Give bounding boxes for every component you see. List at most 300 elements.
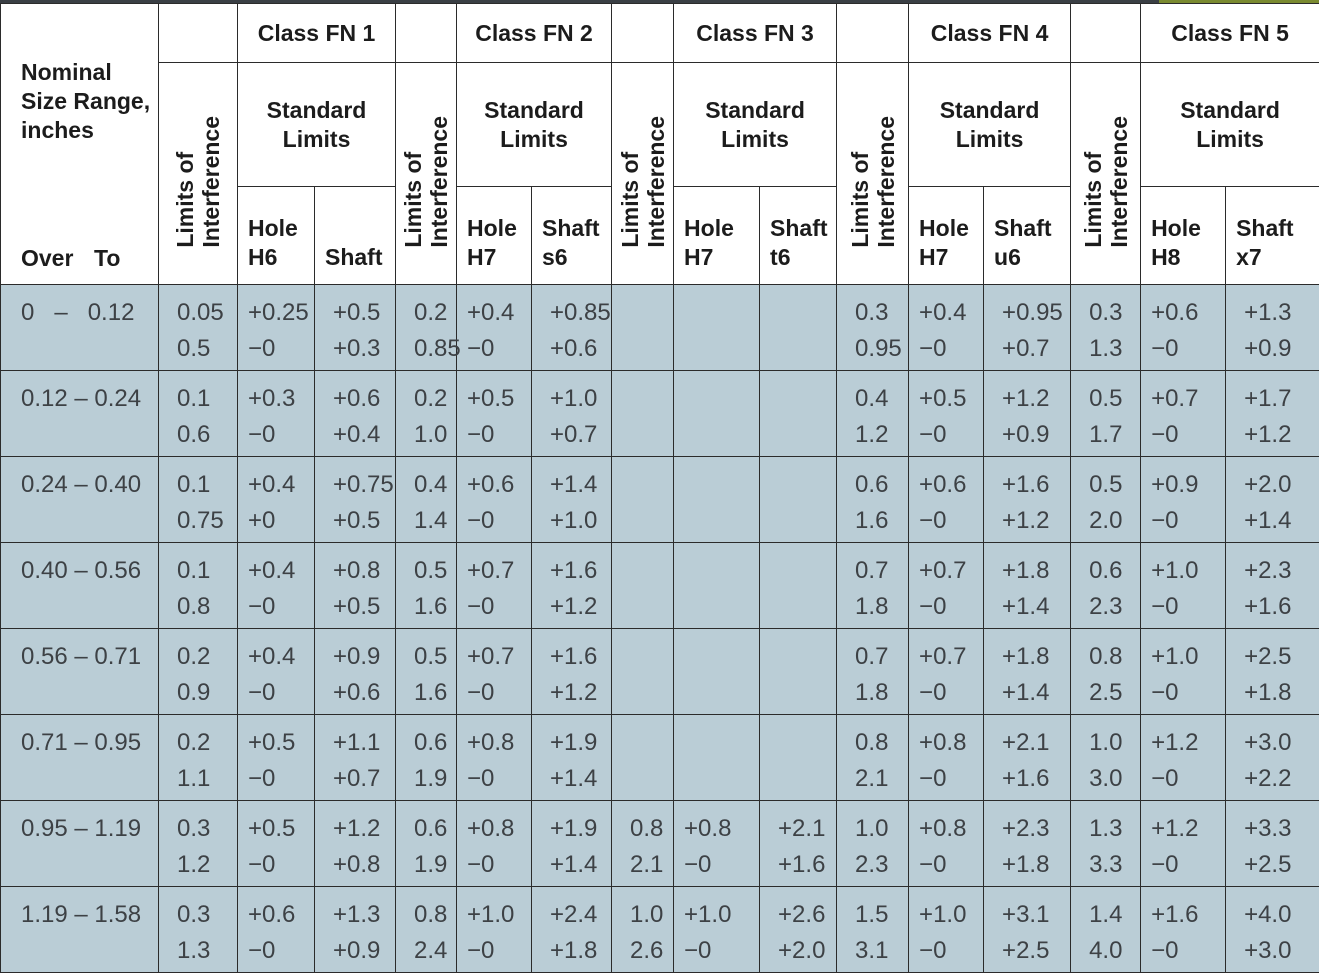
fn4-hole-lower: −0 <box>919 937 947 964</box>
fn5-hole-values <box>1141 715 1225 797</box>
fn4-hole-values <box>909 629 983 711</box>
fn2-lim-values <box>396 457 456 539</box>
fn1-shaft-cell <box>315 887 396 973</box>
fn1-hole-upper: +0.5 <box>248 729 296 756</box>
fn1-shaft-upper: +0.6 <box>333 385 381 412</box>
fn4-hole-cell <box>909 801 984 887</box>
fn4-shaft-upper: +1.2 <box>1002 385 1050 412</box>
fn4-hole-values <box>909 457 983 539</box>
fn5-hole-cell <box>1141 801 1226 887</box>
fn2-lim-upper: 0.8 <box>414 901 448 928</box>
fn3-lim-values <box>612 715 673 761</box>
fn4-lim-values <box>837 715 908 797</box>
fn5-hole-values <box>1141 371 1225 453</box>
fn4-hole-lower: −0 <box>919 765 947 792</box>
fn3-hole-header <box>674 187 760 285</box>
fn1-hole-values <box>238 629 314 711</box>
fn3-hole-cell <box>674 629 760 715</box>
fn2-hole-values <box>457 715 531 797</box>
table-body <box>1 285 1319 973</box>
fn1-lim-values <box>159 887 237 969</box>
fn2-shaft-header <box>532 187 612 285</box>
fn5-shaft-cell <box>1226 457 1319 543</box>
fn2-shaft-upper: +1.0 <box>550 385 598 412</box>
fn1-hole-values <box>238 715 314 797</box>
fn5-shaft-upper: +4.0 <box>1244 901 1292 928</box>
size-range-cell <box>1 801 159 887</box>
fn3-lim-cell <box>612 801 674 887</box>
fn1-interference-header-top <box>159 4 238 63</box>
standard-label-line2: Limits <box>721 125 789 152</box>
fn1-shaft-cell <box>315 543 396 629</box>
fn5-lim-lower: 2.5 <box>1089 679 1123 706</box>
fn4-lim-lower: 2.1 <box>855 765 889 792</box>
fn2-shaft-cell <box>532 543 612 629</box>
fn2-shaft-lower: +1.2 <box>550 593 598 620</box>
fn1-hole-lower: −0 <box>248 335 276 362</box>
fn2-hole-lower: −0 <box>467 335 495 362</box>
fn4-lim-values <box>837 629 908 711</box>
fn4-hole-values <box>909 801 983 883</box>
fn4-shaft-upper: +2.3 <box>1002 815 1050 842</box>
fn4-shaft-lower: +1.4 <box>1002 679 1050 706</box>
fn3-lim-cell <box>612 715 674 801</box>
fn1-lim-values <box>159 371 237 453</box>
class-fn2-header: Class FN 2 <box>457 4 612 63</box>
table-row <box>1 285 1319 371</box>
fn3-lim-cell <box>612 371 674 457</box>
fn5-shaft-lower: +3.0 <box>1244 937 1292 964</box>
fn1-lim-values <box>159 543 237 625</box>
fn1-hole-cell <box>238 887 315 973</box>
fn5-hole-values <box>1141 887 1225 969</box>
fn1-limits-of-interference-header <box>159 63 238 285</box>
fn5-shaft-lower: +1.4 <box>1244 507 1292 534</box>
fn1-shaft-values <box>315 629 395 711</box>
fn1-hole-header <box>238 187 315 285</box>
fn1-lim-values <box>159 715 237 797</box>
fn4-hole-cell <box>909 715 984 801</box>
fn1-lim-cell <box>159 457 238 543</box>
fn1-shaft-upper: +1.1 <box>333 729 381 756</box>
fn5-lim-upper: 0.8 <box>1089 643 1123 670</box>
fn4-shaft-upper: +1.8 <box>1002 643 1050 670</box>
fn2-hole-values <box>457 629 531 711</box>
interference-label-line1: Limits of <box>1079 152 1106 248</box>
fn5-hole-upper: +0.9 <box>1151 471 1199 498</box>
fn5-hole-values <box>1141 285 1225 367</box>
fn5-hole-cell <box>1141 887 1226 973</box>
fn5-hole-lower: −0 <box>1151 679 1179 706</box>
interference-label-line1: Limits of <box>846 152 873 248</box>
fn2-shaft-values <box>532 543 611 625</box>
fn4-shaft-lower: +0.7 <box>1002 335 1050 362</box>
fn2-shaft-upper: +1.6 <box>550 557 598 584</box>
fn2-hole-values <box>457 371 531 453</box>
fn1-shaft-upper: +0.75 <box>333 471 394 498</box>
fn5-hole-cell <box>1141 629 1226 715</box>
fn1-hole-values <box>238 371 314 453</box>
fn5-shaft-cell <box>1226 629 1319 715</box>
fn4-shaft-values <box>984 371 1070 453</box>
fn4-lim-lower: 1.6 <box>855 507 889 534</box>
fn5-lim-cell <box>1071 629 1141 715</box>
fn1-shaft-upper: +0.9 <box>333 643 381 670</box>
fn2-lim-upper: 0.4 <box>414 471 448 498</box>
fn4-lim-values <box>837 457 908 539</box>
fn1-shaft-values <box>315 887 395 969</box>
fn5-hole-lower: −0 <box>1151 593 1179 620</box>
fn5-lim-upper: 0.3 <box>1089 299 1123 326</box>
fn2-interference-header-top <box>396 4 457 63</box>
fn5-limits-of-interference-header <box>1071 63 1141 285</box>
fn1-hole-values <box>238 543 314 625</box>
fn1-hole-cell <box>238 629 315 715</box>
fn2-lim-cell <box>396 285 461 371</box>
fn4-shaft-lower: +1.6 <box>1002 765 1050 792</box>
fn4-shaft-values <box>984 629 1070 711</box>
fn2-shaft-lower: +0.7 <box>550 421 598 448</box>
fn1-shaft-upper: +0.5 <box>333 299 381 326</box>
fn4-lim-values <box>837 543 908 625</box>
fn5-hole-values <box>1141 801 1225 883</box>
nominal-title-line3: inches <box>21 117 94 143</box>
fn1-hole-lower: −0 <box>248 593 276 620</box>
size-range-cell <box>1 371 159 457</box>
fn2-lim-values <box>396 543 456 625</box>
fn4-shaft-cell <box>984 371 1071 457</box>
fn2-lim-lower: 0.85 <box>414 335 461 362</box>
fn2-shaft-cell <box>532 457 612 543</box>
fn5-shaft-lower: +2.2 <box>1244 765 1292 792</box>
fn5-lim-upper: 1.0 <box>1089 729 1123 756</box>
fn5-hole-values <box>1141 543 1225 625</box>
fn4-shaft-cell <box>984 285 1071 371</box>
fn1-hole-values <box>238 801 314 883</box>
fn2-hole-cell <box>457 801 532 887</box>
fn1-lim-lower: 0.75 <box>177 507 224 534</box>
fn5-shaft-values <box>1226 801 1319 883</box>
fn1-shaft-upper: +1.3 <box>333 901 381 928</box>
fn2-shaft-values <box>532 457 611 539</box>
fn4-shaft-lower: +0.9 <box>1002 421 1050 448</box>
fn3-hole-cell <box>674 801 760 887</box>
fn2-lim-lower: 1.4 <box>414 507 448 534</box>
fn1-hole-upper: +0.4 <box>248 557 296 584</box>
fn2-hole-cell <box>457 371 532 457</box>
fn4-shaft-cell <box>984 801 1071 887</box>
fn5-standard-limits-header <box>1141 63 1319 187</box>
fn5-shaft-lower: +2.5 <box>1244 851 1292 878</box>
class-fn3-header: Class FN 3 <box>674 4 837 63</box>
fn1-hole-upper: +0.4 <box>248 643 296 670</box>
fn3-hole-values <box>674 457 759 503</box>
fn2-lim-values <box>396 285 461 367</box>
class-fn1-header: Class FN 1 <box>238 4 396 63</box>
fn4-hole-values <box>909 543 983 625</box>
fn5-hole-cell <box>1141 285 1226 371</box>
fn5-hole-upper: +0.6 <box>1151 299 1199 326</box>
fn1-shaft-lower: +0.5 <box>333 507 381 534</box>
fn3-shaft-upper: +2.1 <box>778 815 826 842</box>
fn4-shaft-values <box>984 801 1070 883</box>
fn2-hole-header <box>457 187 532 285</box>
table-row <box>1 887 1319 973</box>
fn5-lim-cell <box>1071 543 1141 629</box>
standard-label-line2: Limits <box>500 125 568 152</box>
fn3-shaft-cell <box>760 543 837 629</box>
fn3-lim-values <box>612 371 673 417</box>
fn4-shaft-upper: +1.8 <box>1002 557 1050 584</box>
fn4-hole-lower: −0 <box>919 507 947 534</box>
fn1-hole-cell <box>238 371 315 457</box>
fn1-hole-lower: −0 <box>248 937 276 964</box>
fn1-shaft-upper: +1.2 <box>333 815 381 842</box>
fn2-hole-cell <box>457 457 532 543</box>
fn3-lim-values <box>612 285 673 331</box>
fn3-shaft-header <box>760 187 837 285</box>
fn5-lim-upper: 1.4 <box>1089 901 1123 928</box>
size-range-value: 0.71 – 0.95 <box>21 729 142 756</box>
interference-label-line1: Limits of <box>172 152 198 248</box>
fn5-lim-cell <box>1071 285 1141 371</box>
fn4-hole-upper: +1.0 <box>919 901 967 928</box>
fn5-hole-lower: −0 <box>1151 421 1179 448</box>
fn3-hole-upper: +0.8 <box>684 815 732 842</box>
fn4-lim-upper: 0.8 <box>855 729 889 756</box>
fn4-hole-lower: −0 <box>919 335 947 362</box>
fn5-shaft-upper: +2.3 <box>1244 557 1292 584</box>
fn3-hole-lower: −0 <box>684 937 712 964</box>
fn4-lim-values <box>837 285 908 367</box>
size-range-value: 0.95 – 1.19 <box>21 815 142 842</box>
fn1-hole-lower: −0 <box>248 851 276 878</box>
fn3-hole-values <box>674 371 759 417</box>
fn1-shaft-cell <box>315 371 396 457</box>
fn2-lim-upper: 0.5 <box>414 643 448 670</box>
fn2-hole-lower: −0 <box>467 421 495 448</box>
fn4-shaft-values <box>984 457 1070 539</box>
fn2-shaft-upper: +1.9 <box>550 729 598 756</box>
fn2-hole-values <box>457 457 531 539</box>
fn5-lim-upper: 0.5 <box>1089 471 1123 498</box>
fn1-lim-cell <box>159 371 238 457</box>
fn3-shaft-cell <box>760 801 837 887</box>
fn1-lim-lower: 0.5 <box>177 335 211 362</box>
shaft-label: Shaft <box>1236 215 1294 241</box>
fn5-hole-lower: −0 <box>1151 937 1179 964</box>
size-range-value: 1.19 – 1.58 <box>21 901 142 928</box>
fn4-shaft-values <box>984 887 1070 969</box>
fn2-shaft-values <box>532 801 611 883</box>
over-label: Over <box>21 245 74 271</box>
fn4-shaft-header <box>984 187 1071 285</box>
fn1-shaft-lower: +0.5 <box>333 593 381 620</box>
fn2-shaft-upper: +1.9 <box>550 815 598 842</box>
fn5-lim-values <box>1071 801 1140 883</box>
fn2-lim-cell <box>396 629 457 715</box>
fn2-hole-lower: −0 <box>467 679 495 706</box>
fn5-shaft-values <box>1226 629 1319 711</box>
fn1-lim-upper: 0.2 <box>177 643 211 670</box>
fn1-lim-cell <box>159 543 238 629</box>
fn2-hole-upper: +0.7 <box>467 643 515 670</box>
fn4-shaft-upper: +0.95 <box>1002 299 1063 326</box>
fn5-hole-values <box>1141 629 1225 711</box>
fn4-hole-cell <box>909 371 984 457</box>
fn2-shaft-values <box>532 715 611 797</box>
fn5-hole-upper: +1.2 <box>1151 815 1199 842</box>
fn3-shaft-lower: +1.6 <box>778 851 826 878</box>
fn3-shaft-values <box>760 543 836 589</box>
fn1-hole-lower: −0 <box>248 765 276 792</box>
hole-grade: H7 <box>467 244 497 270</box>
fn1-hole-values <box>238 887 314 969</box>
fn5-shaft-values <box>1226 285 1319 367</box>
fn1-shaft-lower: +0.7 <box>333 765 381 792</box>
fn2-lim-values <box>396 887 456 969</box>
fn5-lim-upper: 0.5 <box>1089 385 1123 412</box>
shaft-label: Shaft <box>994 215 1052 241</box>
fn5-lim-lower: 2.3 <box>1089 593 1123 620</box>
fn2-hole-values <box>457 887 531 969</box>
fn1-shaft-lower: +0.3 <box>333 335 381 362</box>
fn5-shaft-cell <box>1226 285 1319 371</box>
hole-grade: H8 <box>1151 244 1181 270</box>
fn2-lim-cell <box>396 801 457 887</box>
shaft-label: Shaft <box>770 215 828 241</box>
fn3-hole-values <box>674 801 759 883</box>
fn2-lim-upper: 0.2 <box>414 385 448 412</box>
fn3-hole-cell <box>674 543 760 629</box>
fn1-lim-upper: 0.2 <box>177 729 211 756</box>
fn4-hole-cell <box>909 629 984 715</box>
fn5-interference-header-top <box>1071 4 1141 63</box>
fn4-hole-upper: +0.5 <box>919 385 967 412</box>
fn2-shaft-cell <box>532 285 612 371</box>
hole-grade: H7 <box>919 244 949 270</box>
fn2-hole-upper: +0.8 <box>467 815 515 842</box>
fn2-lim-cell <box>396 715 457 801</box>
fn2-hole-cell <box>457 543 532 629</box>
fn1-standard-limits-header <box>238 63 396 187</box>
fn4-limits-of-interference-header <box>837 63 909 285</box>
nominal-title-line1: Nominal <box>21 59 112 85</box>
fn5-shaft-cell <box>1226 371 1319 457</box>
fn5-shaft-header <box>1226 187 1319 285</box>
standard-label-line2: Limits <box>1196 125 1264 152</box>
fn2-lim-upper: 0.6 <box>414 815 448 842</box>
fn3-shaft-values <box>760 457 836 503</box>
fn1-lim-upper: 0.1 <box>177 557 211 584</box>
fn2-shaft-lower: +1.4 <box>550 851 598 878</box>
fn5-shaft-lower: +1.2 <box>1244 421 1292 448</box>
fn5-lim-cell <box>1071 371 1141 457</box>
fn1-shaft-lower: +0.8 <box>333 851 381 878</box>
fn2-lim-values <box>396 715 456 797</box>
fn4-hole-lower: −0 <box>919 421 947 448</box>
fn2-lim-values <box>396 801 456 883</box>
fn5-hole-upper: +1.0 <box>1151 643 1199 670</box>
fn2-hole-lower: −0 <box>467 593 495 620</box>
fn2-lim-upper: 0.5 <box>414 557 448 584</box>
fn4-shaft-lower: +1.8 <box>1002 851 1050 878</box>
fn5-lim-lower: 1.3 <box>1089 335 1123 362</box>
fn4-hole-cell <box>909 457 984 543</box>
fn5-lim-cell <box>1071 715 1141 801</box>
fn1-hole-cell <box>238 801 315 887</box>
fn4-hole-values <box>909 285 983 367</box>
fn4-lim-upper: 0.6 <box>855 471 889 498</box>
fn5-lim-lower: 3.0 <box>1089 765 1123 792</box>
fn4-hole-values <box>909 371 983 453</box>
fn5-lim-values <box>1071 543 1140 625</box>
fn2-lim-lower: 1.9 <box>414 765 448 792</box>
fn1-shaft-cell <box>315 629 396 715</box>
fn2-hole-upper: +0.6 <box>467 471 515 498</box>
fn2-shaft-values <box>532 887 611 969</box>
fn1-shaft-lower: +0.6 <box>333 679 381 706</box>
to-label: To <box>94 245 121 271</box>
fn4-hole-cell <box>909 887 984 973</box>
fn2-hole-upper: +0.8 <box>467 729 515 756</box>
hole-label: Hole <box>467 215 517 241</box>
fn1-lim-upper: 0.1 <box>177 385 211 412</box>
fn1-lim-values <box>159 285 237 367</box>
fn1-lim-lower: 1.2 <box>177 851 211 878</box>
fn4-lim-values <box>837 371 908 453</box>
size-range-value: 0.12 – 0.24 <box>21 385 142 412</box>
fn2-lim-cell <box>396 457 457 543</box>
fn5-shaft-cell <box>1226 543 1319 629</box>
fn5-shaft-cell <box>1226 887 1319 973</box>
fn4-lim-lower: 3.1 <box>855 937 889 964</box>
fn2-shaft-lower: +1.8 <box>550 937 598 964</box>
fn2-hole-values <box>457 285 531 367</box>
fn1-lim-cell <box>159 801 238 887</box>
size-range-value: 0.24 – 0.40 <box>21 471 142 498</box>
fn3-hole-values <box>674 543 759 589</box>
fn3-lim-upper: 1.0 <box>630 901 664 928</box>
shaft-grade: u6 <box>994 244 1021 270</box>
fn1-shaft-values <box>315 457 395 539</box>
fn4-hole-upper: +0.4 <box>919 299 967 326</box>
size-range-cell <box>1 715 159 801</box>
fn2-lim-upper: 0.6 <box>414 729 448 756</box>
fn5-lim-lower: 2.0 <box>1089 507 1123 534</box>
fn5-hole-upper: +1.2 <box>1151 729 1199 756</box>
fn3-shaft-values <box>760 285 836 331</box>
size-range-cell <box>1 457 159 543</box>
fn2-lim-upper: 0.2 <box>414 299 448 326</box>
fn5-shaft-cell <box>1226 801 1319 887</box>
fn1-lim-values <box>159 457 237 539</box>
fn4-hole-cell <box>909 285 984 371</box>
fn3-hole-values <box>674 887 759 969</box>
size-range-cell <box>1 629 159 715</box>
fn3-shaft-upper: +2.6 <box>778 901 826 928</box>
fn2-lim-lower: 1.6 <box>414 679 448 706</box>
fn3-lim-cell <box>612 457 674 543</box>
fn1-lim-lower: 0.6 <box>177 421 211 448</box>
fn4-hole-header <box>909 187 984 285</box>
fn3-hole-cell <box>674 715 760 801</box>
fn5-hole-cell <box>1141 715 1226 801</box>
fn1-shaft-cell <box>315 457 396 543</box>
fn2-hole-values <box>457 543 531 625</box>
fn2-lim-lower: 1.6 <box>414 593 448 620</box>
fn1-hole-cell <box>238 715 315 801</box>
